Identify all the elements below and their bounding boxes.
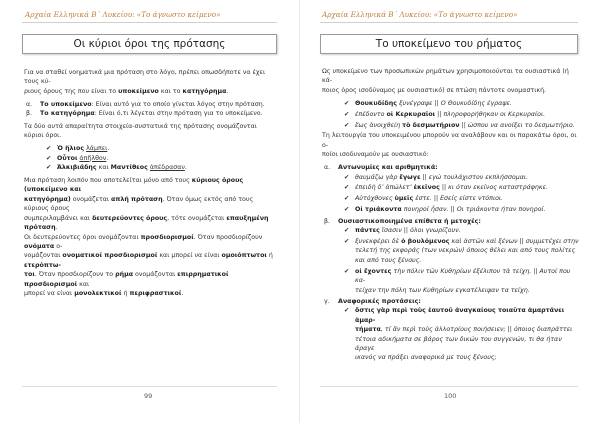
example-item: ✔ ὅστις γὰρ περὶ τοὺς ἑαυτοῦ ἀναγκαίους τοιαῦτα ἁμαρτάνει ἁμαρ- τήματα, τί ἄν περὶ τοὺς ἀλλοτρίους ποιήσειεν; || όποιος διαπράττει τέτοια αδικήματα σε βάρος των δικών του συγγενών, τι θα ήταν άραγε ικανός να πράξει αναφορικά με τους ξένους; — [344, 307, 573, 362]
running-head-left: Αρχαία Ελληνικά Β΄ Λυκείου: «Το άγνωστο κείμενο» — [25, 10, 221, 19]
checkmark-icon: ✔ — [344, 99, 350, 107]
minimal-sentence-line: Τα δύο αυτά απαραίτητα στοιχεία-συστατικά της πρότασης ονομάζονται κύριοι όροι. — [24, 123, 257, 140]
checkmark-icon: ✔ — [344, 227, 350, 235]
checkmark-icon: ✔ — [344, 110, 350, 118]
example-item: ✔ ξυνεκφέρει δὲ ὁ βουλόμενος καὶ ἀστῶν καὶ ξένων || συμμετέχει στην τελετή της εκφοράς (των νεκρών) όποιος θέλει και από τους πολίτες και από τους ξένους. — [344, 238, 579, 264]
footer-rule-left — [22, 386, 277, 387]
right-page-body — [322, 67, 579, 364]
example-item: ✔ Θουκυδίδης ξυνέγραψε || Ο Θουκυδίδης έγραψε. — [344, 99, 512, 107]
example-item: ✔ θαυμάζω γὰρ ἔγωγε || εγώ τουλάχιστον εκπλήσσομαι. — [344, 173, 529, 181]
example-item: ✔ Οὗτοι ἀπῆλθον. — [46, 154, 109, 162]
checkmark-icon: ✔ — [46, 164, 52, 172]
example-item: ✔ οἱ ἔχοντες τὴν πόλιν τῶν Κυθηρίων ἐξέλιπον τὰ τείχη. || Αυτοί που κα- τείχαν την πόλη των Κυθηρίων εγκατέλειψαν τα τείχη. — [344, 267, 571, 294]
example-item: ✔ πάντες ἴσασιν || όλοι γνωρίζουν. — [344, 227, 461, 235]
section-c-heading: γ. Αναφορικές προτάσεις: — [324, 297, 421, 305]
definition-predicate: β. Το κατηγόρημα: Είναι ό,τι λέγεται στην πρόταση για το υποκείμενο. — [26, 110, 263, 118]
section-b-heading: β. Ουσιαστικοποιημένα επίθετα ή μετοχές: — [324, 217, 481, 225]
checkmark-icon: ✔ — [344, 195, 350, 203]
checkmark-icon: ✔ — [344, 267, 350, 275]
checkmark-icon: ✔ — [344, 184, 350, 192]
substitutes-paragraph: Τη λειτουργία του υποκειμένου μπορούν να αναλάβουν και οι παρακάτω όροι, οι ο- ποίοι ισοδυναμούν με ουσιαστικό: — [322, 132, 577, 159]
sentence-types-paragraph: Μια πρόταση λοιπόν που αποτελείται μόνο από τους κύριους όρους (υποκείμενο και κατηγόρημα) ονομάζεται απλή πρόταση. Όταν όμως εκτός από τους κύριους όρους συμπεριλαμβάνει και δευτερεύοντες όρους, τότε ονομάζεται επαυξημένη πρόταση. Οι δευτερεύοντες όροι ονομάζονται προσδιορισμοί. Όταν προσδιορίζουν ονόματα ο- νομάζονται ονοματικοί προσδιορισμοί και μπορεί να είναι ομοιόπτωτοι ή ετερόπτω- τοι. Όταν προσδιορίζουν το ρήμα ονομάζονται επιρρηματικοί προσδιορισμοί και μπορεί να είναι μονολεκτικοί ή περιφραστικοί. — [24, 177, 273, 297]
example-item: ✔ Οἱ τριάκοντα πονηροί ἦσαν. || Οι τριάκοντα ήταν πονηροί. — [344, 206, 546, 214]
example-list — [24, 144, 276, 172]
intro-paragraph: Για να σταθεί νοηματικά μια πρόταση στο λόγο, πρέπει οπωσδήποτε να έχει τους κύ- ριους όρους της που είναι το υποκείμενο και το κατηγόρημα. — [24, 69, 266, 95]
running-head-right: Αρχαία Ελληνικά Β΄ Λυκείου: «Το άγνωστο κείμενο» — [322, 10, 518, 19]
example-item: ✔ Ὁ ἥλιος λάμπει. — [46, 145, 110, 153]
page-number-right: 100 — [444, 392, 457, 400]
checkmark-icon: ✔ — [344, 121, 350, 129]
checkmark-icon: ✔ — [344, 238, 350, 245]
example-item: ✔ ἐπειδὴ δ’ ἀπώλετ’ ἐκεῖνος || κι όταν εκείνος καταστράφηκε. — [344, 184, 548, 192]
right-page-title: Το υποκείμενο του ρήματος — [320, 34, 578, 54]
example-item: ✔ Αὐτόχθονες ὑμεῖς ἐστε. || Εσείς είστε ντόπιοι. — [344, 195, 504, 203]
left-page-title: Οι κύριοι όροι της πρότασης — [22, 34, 277, 54]
page-number-left: 99 — [144, 392, 153, 400]
checkmark-icon: ✔ — [46, 154, 52, 162]
example-item: ✔ Ἀλκιβιάδης και Μαντίθεος ἀπέδρασαν. — [46, 164, 187, 172]
example-item: ✔ ἕως ἀνοιχθείη τὸ δεσμωτήριον || ώσπου να ανοίξει το δεσμωτήριο. — [344, 121, 575, 129]
intro-paragraph: Ως υποκείμενο των προσωπικών ρημάτων χρησιμοποιούνται τα ουσιαστικά (ή κά- ποιος όρος ισοδύναμος με ουσιαστικό) σε πτώση πάντοτε ονομαστική. — [322, 68, 569, 94]
checkmark-icon: ✔ — [46, 145, 52, 153]
footer-rule-right — [320, 386, 578, 387]
header-rule-right — [320, 22, 578, 23]
left-page-body — [24, 68, 276, 298]
definition-subject: α. Το υποκείμενο: Είναι αυτό για το οποίο γίνεται λόγος στην πρόταση. — [26, 100, 265, 108]
checkmark-icon: ✔ — [344, 173, 350, 181]
example-item: ✔ ἐπέδοντο οἱ Κερκυραῖοι || πληροφορήθηκαν οι Κερκυραίοι. — [344, 110, 546, 118]
header-rule-left — [22, 22, 277, 23]
section-a-heading: α. Αντωνυμίες και αριθμητικά: — [324, 164, 438, 172]
checkmark-icon: ✔ — [344, 206, 350, 214]
right-page — [300, 0, 600, 423]
checkmark-icon: ✔ — [344, 307, 350, 315]
